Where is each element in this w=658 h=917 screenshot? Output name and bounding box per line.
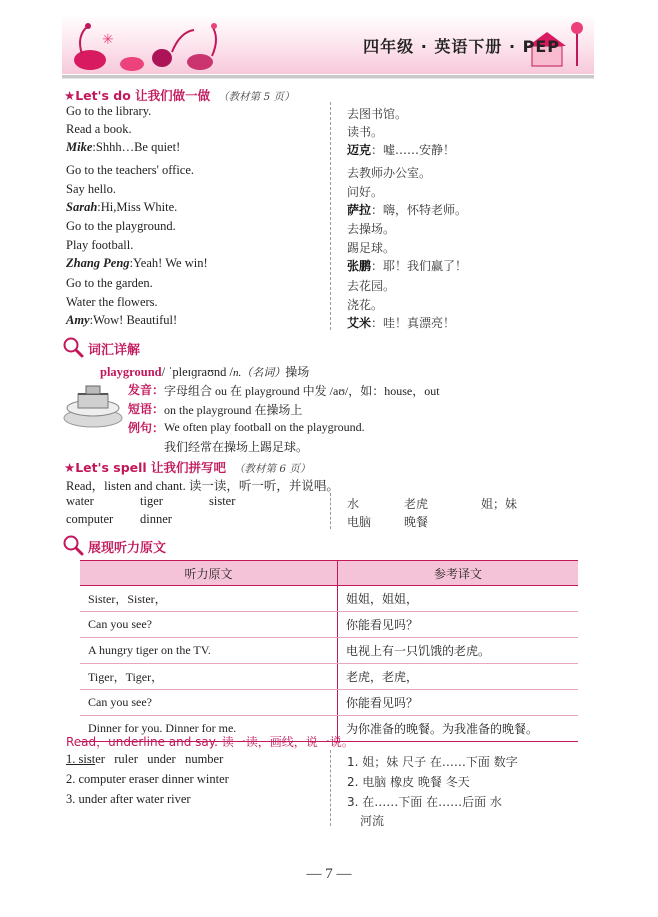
listening-translation: 你能看见吗？ [338,690,579,716]
spell-translation: 老虎 [404,497,429,511]
speaker-name: Amy [66,313,90,327]
pronunciation-label: 发音： [128,383,165,397]
translation-text: ：嗨，怀特老师。 [371,203,468,217]
listening-original: Tiger，Tiger， [80,664,338,690]
speaker-name-zh: 迈克 [347,143,372,157]
spell-word: dinner [140,512,172,526]
speaker-name: Sarah [66,200,98,214]
header-divider-thin [62,78,594,79]
underlined-word: 1. sist [66,752,96,766]
underline-translation: 1. 姐；妹 尺子 在……下面 数字 [347,755,518,769]
star-icon: ★ [64,460,76,475]
dialogue-line-zh [347,105,407,122]
dialogue-line-zh [347,123,383,140]
translation-text: 踢足球。 [347,241,396,255]
dialogue-text: Say hello. [66,182,116,196]
listening-translation: 你能看见吗？ [338,612,579,638]
translation-text: ：耶！我们赢了！ [371,259,468,273]
dialogue-text: Play football. [66,238,134,252]
phrase-text: on the playground 在操场上 [164,403,303,417]
dialogue-line-zh [347,257,467,274]
dialogue-line-en [66,140,180,155]
dialogue-line-zh [347,164,431,181]
table-row [80,612,578,638]
table-header-row [80,561,578,586]
dialogue-line-en [66,313,177,328]
dialogue-text: Go to the teachers' office. [66,163,195,177]
dialogue-line-zh [347,314,455,331]
underline-translation: 2. 电脑 橡皮 晚餐 冬天 [347,775,470,789]
table-row [80,638,578,664]
speaker-name: Zhang Peng [66,256,130,270]
listening-original: Sister，Sister， [80,586,338,612]
translation-text: 去图书馆。 [347,107,408,121]
spell-translation: 姐；妹 [481,497,518,511]
pronunciation-text: 字母组合 ou 在 playground 中发 /aʊ/，如：house，out [164,384,440,398]
lets-do-title: ★Let's do 让我们做一做 （教材第 5 页） [64,88,295,103]
dialogue-line-en [66,256,208,271]
dialogue-line-en [66,238,133,253]
dialogue-line-en [66,104,151,119]
dialogue-line-zh [347,183,383,200]
dialogue-line-zh [347,201,467,218]
magnifier-icon [62,534,84,556]
listening-original: Dinner for you. Dinner for me. [80,716,338,742]
underline-instruction: Read，underline and say. 读一读，画线，说一说。 [66,735,354,749]
svg-text:✳: ✳ [102,33,114,48]
column-header: 听力原文 [80,561,338,586]
dialogue-line-en [66,200,177,215]
vocab-phonetic: / ˈpleɪɡraʊnd / [161,365,234,379]
dialogue-line-zh [347,277,395,294]
dialogue-line-en [66,122,132,137]
spell-word: water [66,494,94,508]
page-number: — 7 — [306,866,352,882]
speaker-name-zh: 张鹏 [347,259,372,273]
magnifier-icon [62,336,84,358]
sports-equipment-icon [62,380,124,430]
translation-text: 去操场。 [347,222,396,236]
underline-translation: 河流 [360,814,385,828]
spell-translation: 电脑 [347,515,372,529]
column-header: 参考译文 [338,561,579,586]
listening-title: 展现听力原文 [88,541,167,556]
listening-translation: 电视上有一只饥饿的老虎。 [338,638,579,664]
dialogue-line-en [66,295,158,310]
dialogue-line-en [66,276,153,291]
listening-translation: 为你准备的晚餐。为我准备的晚餐。 [338,716,579,742]
dialogue-line-en [66,219,176,234]
dialogue-line-en [66,182,116,197]
translation-text: 去花园。 [347,279,396,293]
translation-text: ：嘘……安静！ [371,143,456,157]
example-translation: 我们经常在操场上踢足球。 [164,440,309,454]
underline-row-rest: er ruler under number [95,752,224,766]
translation-text: 读书。 [347,125,384,139]
listening-original: Can you see? [80,612,338,638]
dialogue-line-zh [347,141,455,158]
example-text: We often play football on the playground. [164,420,365,434]
dialogue-text: :Yeah! We win! [129,256,208,270]
dialogue-text: :Shhh…Be quiet! [92,140,181,154]
underline-row [66,752,223,767]
phrase-label: 短语： [128,402,165,416]
star-icon: ★ [64,88,76,103]
listening-translation: 姐姐，姐姐， [338,586,579,612]
dialogue-text: Go to the library. [66,104,152,118]
column-divider [330,102,331,330]
speaker-name-zh: 艾米 [347,316,372,330]
lets-spell-title: ★Let's spell 让我们拼写吧 （教材第 6 页） [64,460,311,475]
spell-instruction: Read，listen and chant. 读一读，听一听，并说唱。 [66,479,339,493]
listening-table [80,560,578,742]
example-label: 例句： [128,421,165,435]
column-divider [330,750,331,826]
dialogue-text: Go to the playground. [66,219,176,233]
dialogue-text: Read a book. [66,122,132,136]
dialogue-text: Go to the garden. [66,276,153,290]
column-divider [330,493,331,529]
table-row [80,664,578,690]
underline-row: 2. computer eraser dinner winter [66,772,229,786]
page-header [62,14,594,74]
speaker-name-zh: 萨拉 [347,203,372,217]
vocab-entry [100,363,309,380]
dialogue-text: :Wow! Beautiful! [89,313,178,327]
dialogue-line-zh [347,220,395,237]
vocab-meaning: 操场 [285,365,310,379]
listening-original: A hungry tiger on the TV. [80,638,338,664]
spell-word: computer [66,512,114,526]
dialogue-text: Water the flowers. [66,295,158,309]
vocab-pos: n.（名词） [233,367,286,379]
header-title: 四年级 · 英语下册 · PEP [363,37,560,56]
dialogue-line-zh [347,296,383,313]
translation-text: 浇花。 [347,298,384,312]
translation-text: 问好。 [347,185,384,199]
vocab-word: playground [100,365,162,379]
spell-translation: 晚餐 [404,515,429,529]
translation-text: ：哇！真漂亮！ [371,316,456,330]
dialogue-text: :Hi,Miss White. [97,200,178,214]
dialogue-line-en [66,163,194,178]
listening-translation: 老虎，老虎， [338,664,579,690]
table-row [80,586,578,612]
dialogue-line-zh [347,239,395,256]
underline-translation: 3. 在……下面 在……后面 水 [347,795,502,809]
translation-text: 去教师办公室。 [347,166,432,180]
underline-row: 3. under after water river [66,792,191,806]
spell-translation: 水 [347,497,360,511]
listening-original: Can you see? [80,690,338,716]
spell-word: sister [209,494,236,508]
speaker-name: Mike [66,140,93,154]
vocab-title: 词汇详解 [88,343,141,358]
spell-word: tiger [140,494,163,508]
table-row [80,690,578,716]
